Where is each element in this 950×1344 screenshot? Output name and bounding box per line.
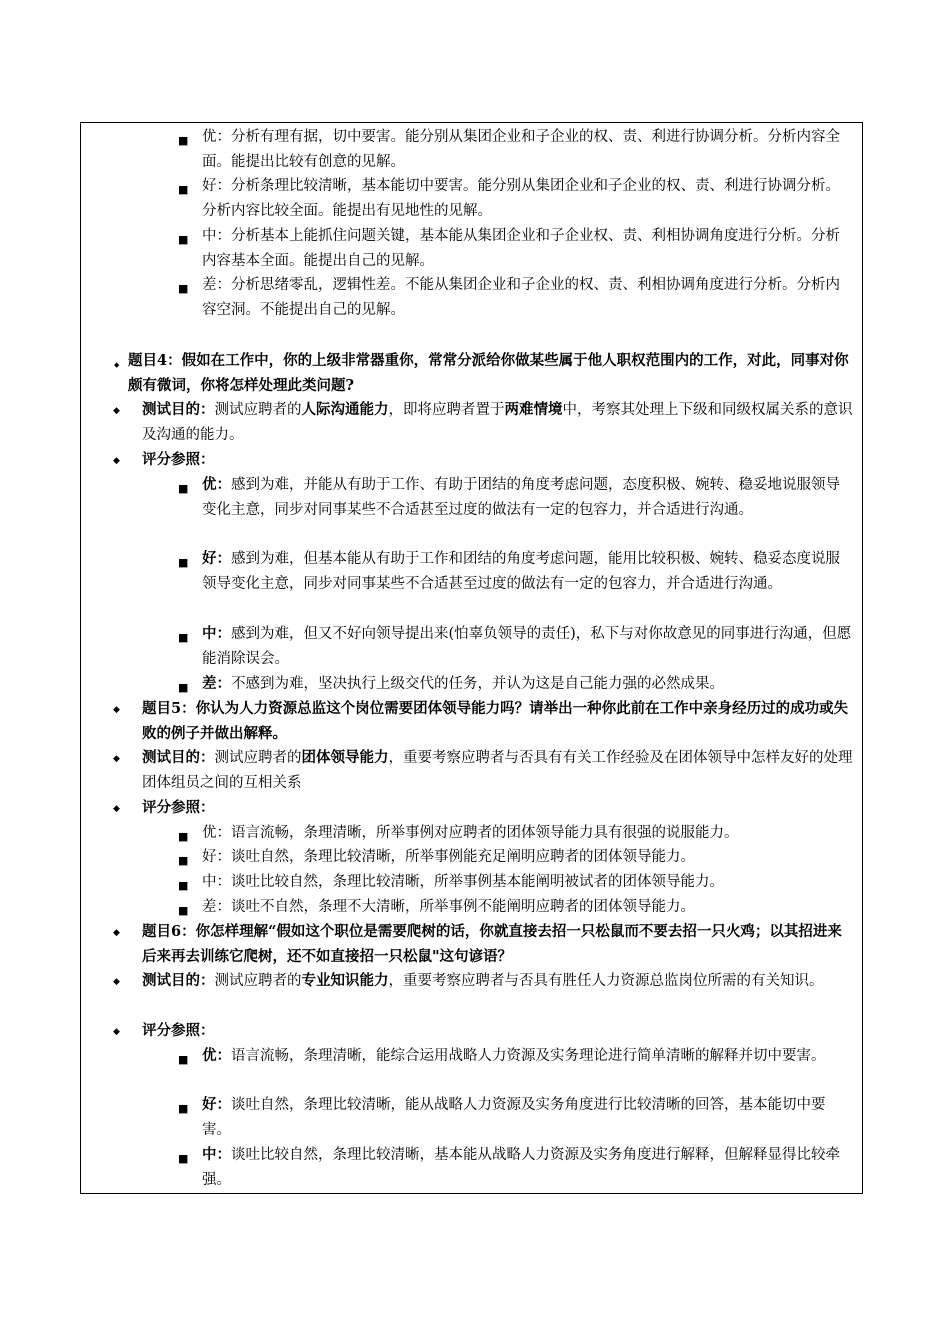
square-bullet: ■	[178, 830, 189, 843]
grade-item: 中：感到为难，但又不好向领导提出来(怕辜负领导的责任)，私下与对你故意见的同事进行沟通，但愿能消除误会。	[202, 625, 852, 667]
square-bullet: ■	[178, 134, 189, 147]
scoring-label: 评分参照：	[142, 799, 215, 816]
square-bullet: ■	[178, 1152, 189, 1165]
test-purpose: 测试目的：测试应聘者的专业知识能力，重要考察应聘者与否具有胜任人力资源总监岗位所需的有关知识。	[142, 972, 824, 989]
scoring-label: 评分参照：	[142, 451, 215, 468]
square-bullet: ■	[178, 681, 189, 694]
diamond-bullet: ◆	[113, 928, 120, 938]
square-bullet: ■	[178, 1053, 189, 1066]
grade-item: 好：感到为难，但基本能从有助于工作和团结的角度考虑问题，能用比较积极、婉转、稳妥态度说服领导变化主意，同步对同事某些不合适甚至过度的做法有一定的包容力，并合适进行沟通。	[202, 550, 840, 592]
square-bullet: ■	[178, 1102, 189, 1115]
square-bullet: ■	[178, 556, 189, 569]
grade-item: 差：分析思绪零乱，逻辑性差。不能从集团企业和子企业的权、责、利相协调角度进行分析。分析内容空洞。不能提出自己的见解。	[202, 277, 840, 318]
grade-item: 好：谈吐自然，条理比较清晰，能从战略人力资源及实务角度进行比较清晰的回答，基本能切中要害。	[202, 1096, 826, 1138]
grade-item: 中：谈吐比较自然，条理比较清晰，所举事例基本能阐明被试者的团体领导能力。	[202, 874, 724, 890]
grade-item: 中：谈吐比较自然，条理比较清晰，基本能从战略人力资源及实务角度进行解释，但解释显得比较牵强。	[202, 1146, 840, 1188]
diamond-bullet: ◆	[113, 705, 120, 715]
square-bullet: ■	[178, 904, 189, 917]
grade-item: 好：分析条理比较清晰，基本能切中要害。能分别从集团企业和子企业的权、责、利进行协调分析。分析内容比较全面。能提出有见地性的见解。	[202, 178, 840, 219]
square-bullet: ■	[178, 879, 189, 892]
diamond-bullet: ◆	[114, 361, 120, 369]
grade-item: 差：不感到为难，坚决执行上级交代的任务，并认为这是自己能力强的必然成果。	[202, 675, 724, 692]
diamond-bullet: ◆	[113, 754, 120, 764]
square-bullet: ■	[178, 631, 189, 644]
square-bullet: ■	[178, 183, 189, 196]
square-bullet: ■	[178, 482, 189, 495]
scoring-label: 评分参照：	[142, 1022, 215, 1039]
grade-item: 好：谈吐自然，条理比较清晰，所举事例能充足阐明应聘者的团体领导能力。	[202, 849, 695, 865]
diamond-bullet: ◆	[113, 456, 120, 466]
grade-item: 优：语言流畅，条理清晰，能综合运用战略人力资源及实务理论进行简单清晰的解释并切中要害。	[202, 1047, 826, 1064]
test-purpose: 测试目的：测试应聘者的团体领导能力，重要考察应聘者与否具有有关工作经验及在团体领导中怎样友好的处理团体组员之间的互相关系	[142, 749, 853, 791]
grade-item: 差：谈吐不自然，条理不大清晰，所举事例不能阐明应聘者的团体领导能力。	[202, 899, 695, 915]
question-title: 题目6：你怎样理解“假如这个职位是需要爬树的话，你就直接去招一只松鼠而不要去招一只火鸡；以其招进来后来再去训练它爬树，还不如直接招一只松鼠"这句谚语？	[142, 923, 842, 965]
grade-item: 中：分析基本上能抓住问题关键，基本能从集团企业和子企业权、责、利相协调角度进行分析。分析内容基本全面。能提出自己的见解。	[202, 228, 840, 269]
square-bullet: ■	[178, 282, 189, 295]
grade-item: 优：分析有理有据，切中要害。能分别从集团企业和子企业的权、责、利进行协调分析。分析内容全面。能提出比较有创意的见解。	[202, 129, 840, 170]
square-bullet: ■	[178, 854, 189, 867]
grade-item: 优：语言流畅，条理清晰，所举事例对应聘者的团体领导能力具有很强的说服能力。	[202, 825, 739, 841]
test-purpose: 测试目的：测试应聘者的人际沟通能力，即将应聘者置于两难情境中，考察其处理上下级和同级权属关系的意识及沟通的能力。	[142, 401, 853, 443]
diamond-bullet: ◆	[113, 1027, 120, 1037]
question-title: 题目5：你认为人力资源总监这个岗位需要团体领导能力吗？请举出一种你此前在工作中亲身经历过的成功或失败的例子并做出解释。	[142, 700, 849, 742]
question-title: 题目4：假如在工作中，你的上级非常器重你，常常分派给你做某些属于他人职权范围内的工作，对此，同事对你颇有微词，你将怎样处理此类问题?	[128, 352, 849, 394]
diamond-bullet: ◆	[113, 804, 120, 814]
square-bullet: ■	[178, 233, 189, 246]
diamond-bullet: ◆	[113, 977, 120, 987]
grade-item: 优：感到为难，并能从有助于工作、有助于团结的角度考虑问题，态度积极、婉转、稳妥地说服领导变化主意，同步对同事某些不合适甚至过度的做法有一定的包容力，并合适进行沟通。	[202, 476, 840, 518]
diamond-bullet: ◆	[113, 406, 120, 416]
